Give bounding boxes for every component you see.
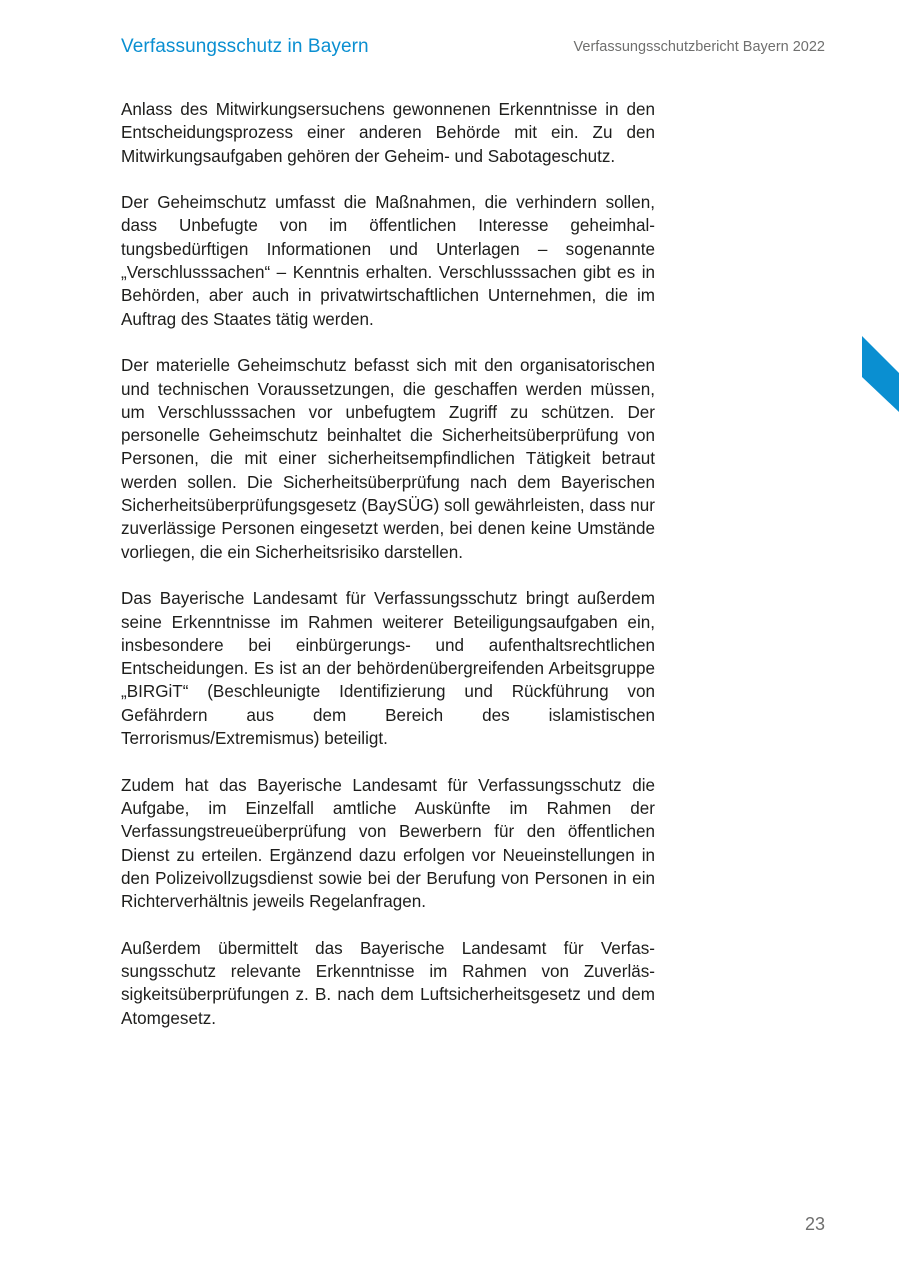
paragraph-6: Außerdem übermittelt das Bayerische Landesamt für Verfassungsschutz relevante Erkenntnisse im Rahmen von Zuverlässigkeitsüberprüfungen z. B. nach dem Luftsicherheitsgesetz und dem Atomgesetz. (121, 938, 655, 1028)
main-content (121, 98, 655, 1053)
paragraph-3: Der materielle Geheimschutz befasst sich mit den organisatorischen und technischen Voraussetzungen, die geschaffen werden müssen, um Verschlusssachen vor unbefugtem Zugriff zu schützen. Der personelle Geheimschutz beinhaltet die Sicherheitsüberprüfung von Personen, die mit einer sicherheitsempfindlichen Tätigkeit betraut werden sollen. Die Sicherheitsüberprüfung nach dem Bayerischen Sicherheitsüberprüfungsgesetz (BaySÜG) soll gewährleisten, dass nur zuverlässige Personen eingesetzt werden, bei denen keine Umstände vorliegen, die ein Sicherheitsrisiko darstellen. (121, 356, 655, 562)
header-section-title: Verfassungsschutz in Bayern (121, 36, 369, 57)
paragraph-4: Das Bayerische Landesamt für Verfassungsschutz bringt außerdem seine Erkenntnisse im Rahmen weiterer Beteiligungsaufgaben ein, insbesondere bei einbürgerungs- und aufenthaltsrechtlichen Entscheidungen. Es ist an der behördenübergreifenden Arbeitsgruppe „BIRGiT“ (Beschleunigte Identifizierung und Rückführung von Gefährdern aus dem Bereich des islamistischen Terrorismus/Extremismus) beteiligt. (121, 589, 655, 749)
header-report-title: Verfassungsschutzbericht Bayern 2022 (573, 39, 825, 55)
paragraph-1: Anlass des Mitwirkungsersuchens gewonnenen Erkenntnisse in den Entscheidungsprozess einer anderen Behörde mit ein. Zu den Mitwirkungsaufgaben gehören der Geheim- und Sabotageschutz. (121, 100, 655, 166)
paragraph-5: Zudem hat das Bayerische Landesamt für Verfassungsschutz die Aufgabe, im Einzelfall amtliche Auskünfte im Rahmen der Verfassungstreueüberprüfung von Bewerbern für den öffentlichen Dienst zu erteilen. Ergänzend dazu erfolgen vor Neueinstellungen in den Polizeivollzugsdienst sowie bei der Berufung von Personen in ein Richterverhältnis jeweils Regelanfragen. (121, 775, 655, 912)
paragraph-2: Der Geheimschutz umfasst die Maßnahmen, die verhindern sollen, dass Unbefugte von im öffentlichen Interesse geheimhaltungsbedürftigen Informationen und Unterlagen – sogenannte „Verschlusssachen“ – Kenntnis erhalten. Verschlusssachen gibt es in Behörden, aber auch in privatwirtschaftlichen Unternehmen, die im Auftrag des Staates tätig werden. (121, 193, 655, 329)
chapter-tab-marker (862, 336, 899, 412)
chapter-tab-shape (862, 336, 899, 412)
page-number: 23 (804, 1214, 825, 1234)
